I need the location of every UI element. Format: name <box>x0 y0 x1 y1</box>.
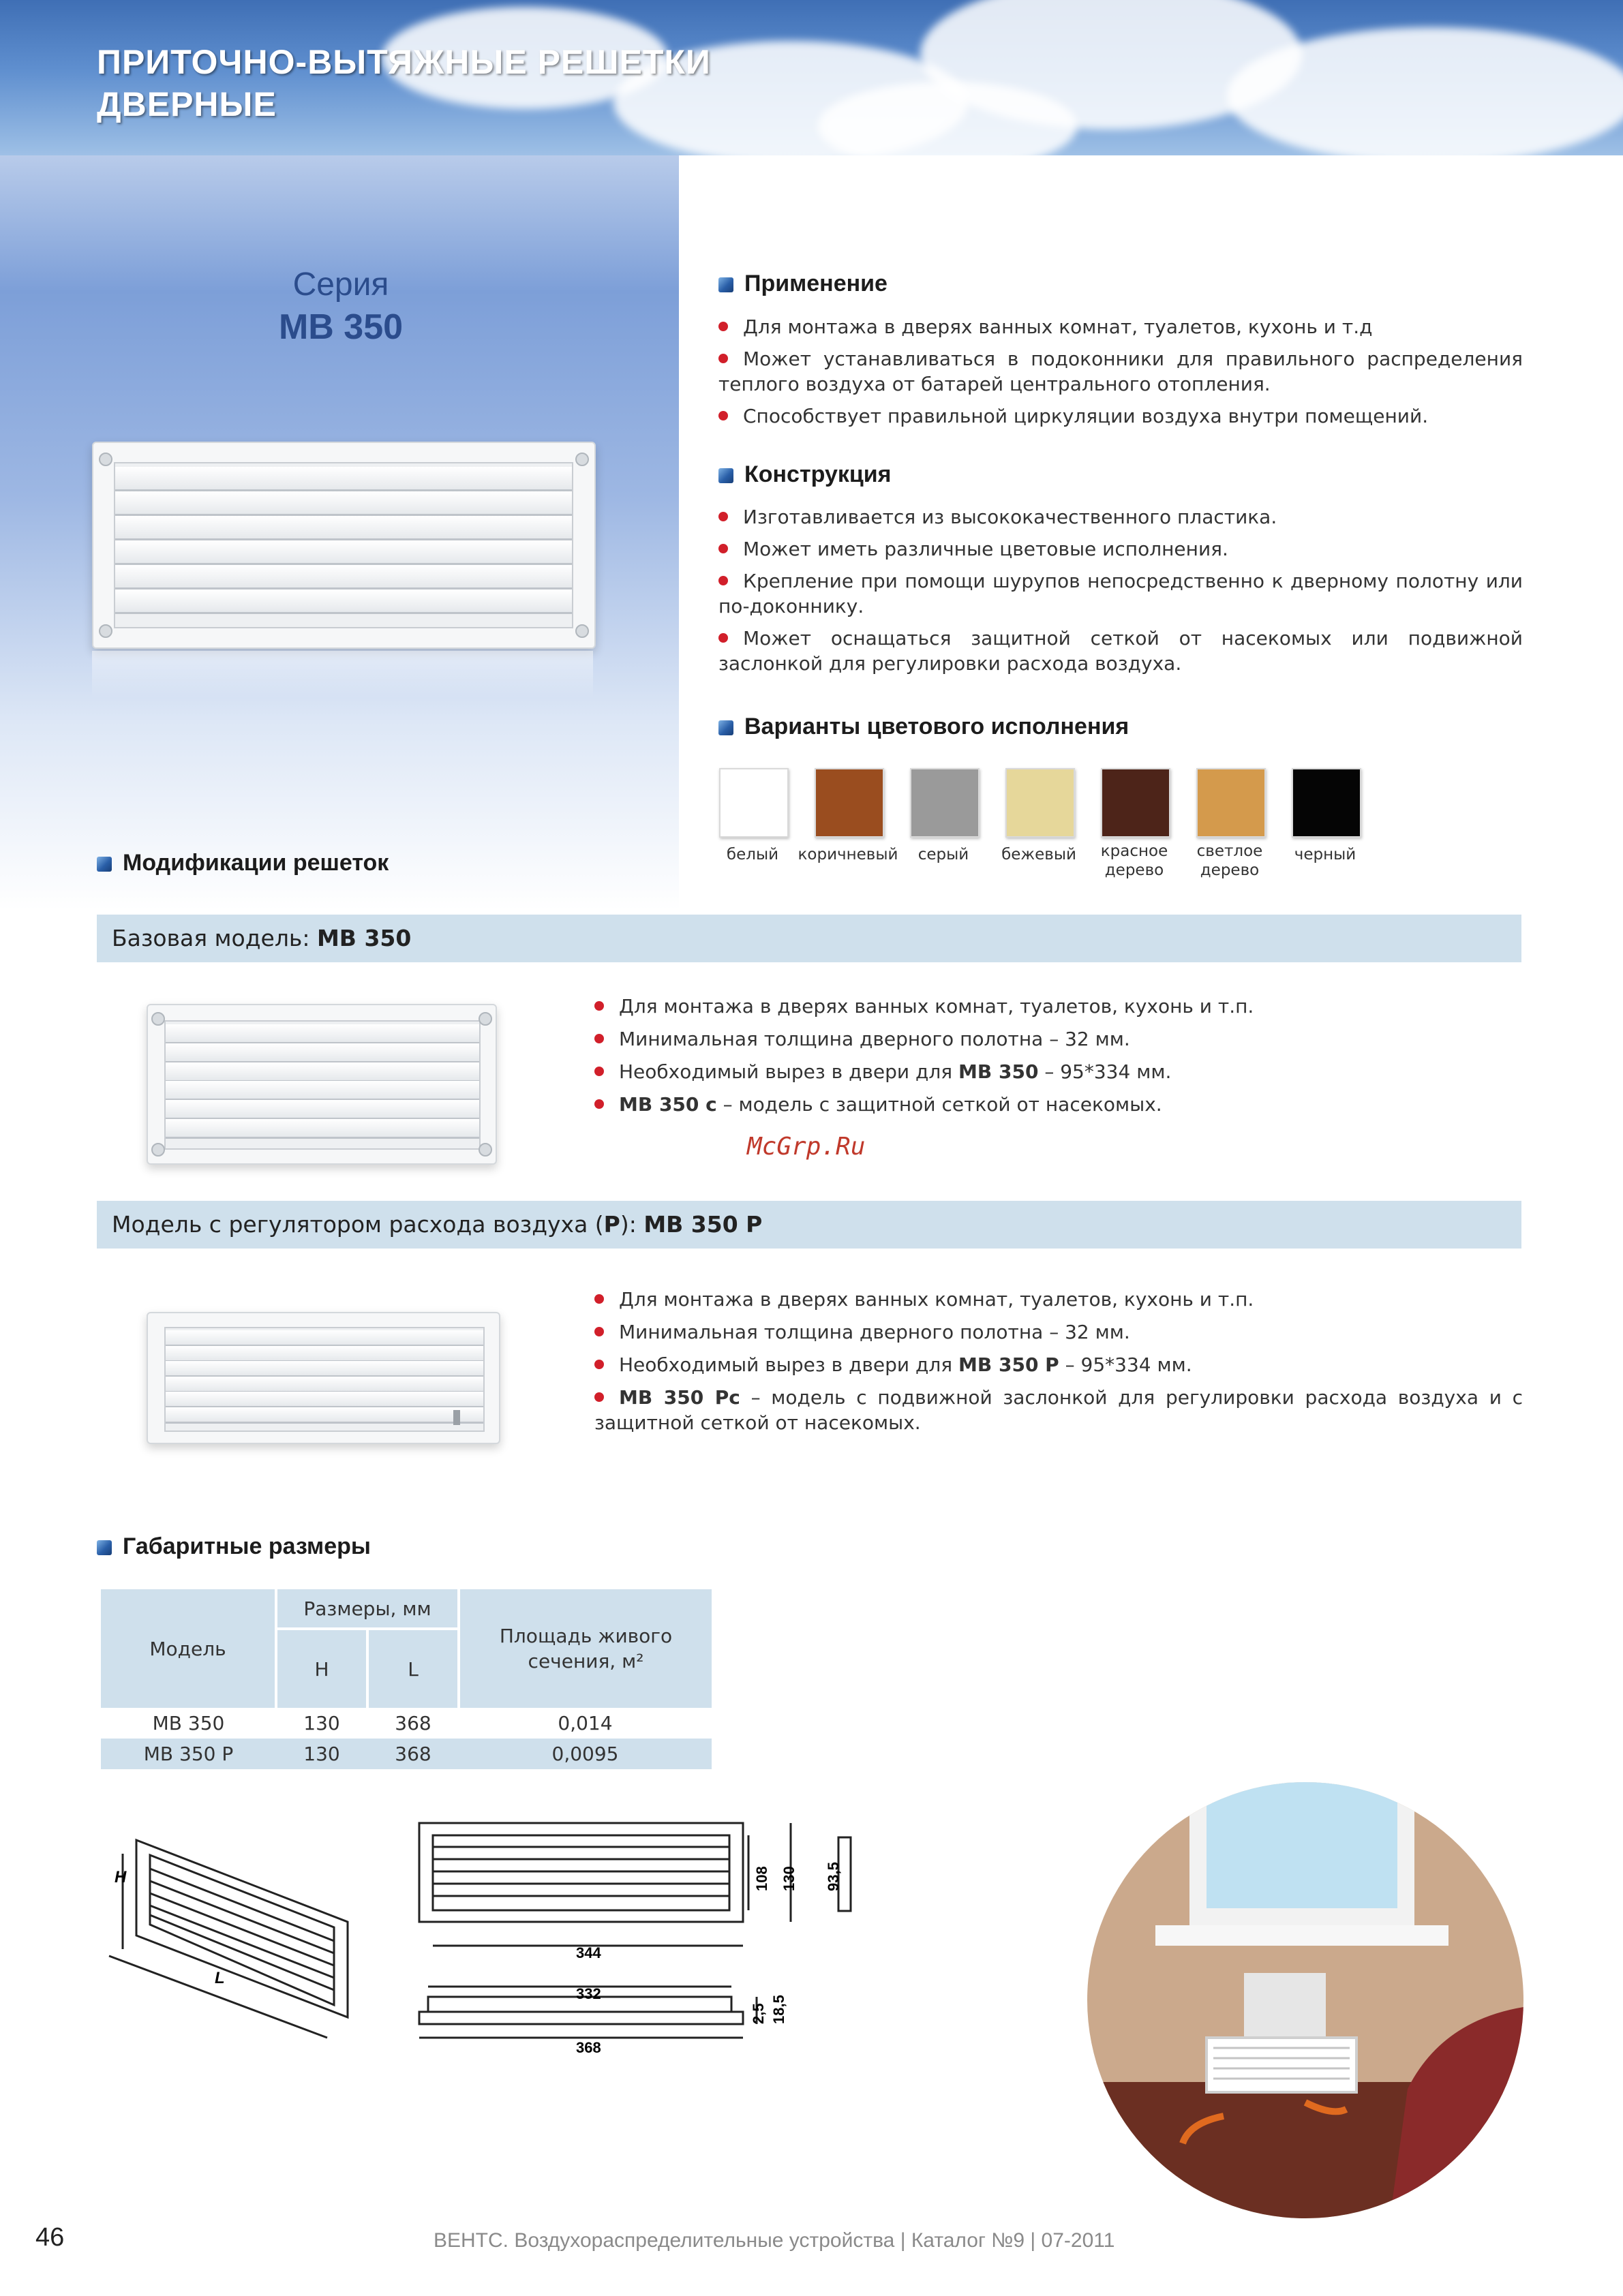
isometric-drawing <box>95 1813 368 2045</box>
bullet-icon <box>718 633 728 643</box>
swatch-label: серый <box>917 846 969 863</box>
footer-text: ВЕНТС. Воздухораспределительные устройства | Каталог №9 | 07-2011 <box>434 2229 1115 2252</box>
page-title <box>97 41 915 125</box>
table-header-l: L <box>367 1629 459 1708</box>
label-h: H <box>115 1868 127 1886</box>
modifications-heading: Модификации решеток <box>97 850 389 876</box>
application-heading: Применение <box>718 271 888 297</box>
regulator-model-bar: Модель с регулятором расхода воздуха (Р): MB 350 Р <box>97 1201 1521 1249</box>
bullet-icon <box>718 576 728 585</box>
table-row: MB 350 130 368 0,014 <box>101 1708 712 1739</box>
table-header-area: Площадь живого сечения, м² <box>499 1625 673 1672</box>
bullet-icon <box>718 411 728 420</box>
section-marker-icon <box>97 857 112 872</box>
swatch-brown <box>815 768 884 838</box>
bullet-icon <box>594 1001 604 1011</box>
colors-heading: Варианты цветового исполнения <box>718 714 1129 740</box>
list-item: Необходимый вырез в двери для MB 350 – 95*334 мм. <box>594 1059 1523 1084</box>
bullet-icon <box>594 1067 604 1076</box>
swatch-label: коричневый <box>798 846 898 863</box>
list-item: Для монтажа в дверях ванных комнат, туалетов, кухонь и т.п. <box>594 1287 1523 1312</box>
front-drawing <box>409 1813 900 2072</box>
list-item: Может оснащаться защитной сеткой от насекомых или подвижной заслонкой для регулировки расхода воздуха. <box>718 627 1523 675</box>
base-model-list <box>594 994 1523 1117</box>
dim-2-5: 2,5 <box>750 2003 767 2024</box>
table-row: MB 350 Р 130 368 0,0095 <box>101 1739 712 1769</box>
application-list <box>718 314 1523 429</box>
table-header-model: Модель <box>101 1589 276 1708</box>
bullet-icon <box>594 1327 604 1336</box>
dim-130: 130 <box>780 1866 798 1891</box>
bullet-icon <box>718 354 728 363</box>
page-title-line1: ПРИТОЧНО-ВЫТЯЖНЫЕ РЕШЕТКИ <box>97 43 711 81</box>
section-marker-icon <box>718 720 733 735</box>
section-marker-icon <box>97 1540 112 1555</box>
dim-93-5: 93,5 <box>825 1862 842 1891</box>
swatch-label: светлое дерево <box>1196 842 1263 879</box>
swatch-red-wood <box>1101 768 1170 838</box>
list-item: Для монтажа в дверях ванных комнат, туалетов, кухонь и т.д <box>718 314 1523 339</box>
swatch-grey <box>910 768 980 838</box>
bullet-icon <box>594 1360 604 1369</box>
list-item: Минимальная толщина дверного полотна – 32 мм. <box>594 1319 1523 1345</box>
label-l: L <box>215 1969 225 1987</box>
regulator-model-list <box>594 1287 1523 1435</box>
product-image-base <box>147 1004 497 1165</box>
list-item: Может иметь различные цветовые исполнения. <box>718 536 1523 562</box>
swatch-label: черный <box>1294 846 1356 863</box>
swatch-beige <box>1005 768 1075 838</box>
list-item: MB 350 с – модель с защитной сеткой от насекомых. <box>594 1092 1523 1117</box>
bullet-icon <box>594 1034 604 1043</box>
list-item: Минимальная толщина дверного полотна – 32 мм. <box>594 1026 1523 1052</box>
dim-344: 344 <box>576 1944 601 1961</box>
table-header-h: H <box>276 1629 367 1708</box>
product-image-main <box>92 442 596 649</box>
table-header-sizes: Размеры, мм <box>276 1589 459 1629</box>
product-reflection <box>92 651 593 699</box>
dim-18-5: 18,5 <box>770 1995 787 2024</box>
section-marker-icon <box>718 468 733 483</box>
series-model: MB 350 <box>278 307 404 347</box>
dim-108: 108 <box>753 1866 770 1891</box>
dim-368: 368 <box>576 2039 601 2056</box>
list-item: Для монтажа в дверях ванных комнат, туалетов, кухонь и т.п. <box>594 994 1523 1019</box>
bullet-icon <box>594 1294 604 1304</box>
bullet-icon <box>718 512 728 521</box>
regulator-lever <box>453 1410 460 1425</box>
section-marker-icon <box>718 277 733 292</box>
page-title-line2: ДВЕРНЫЕ <box>97 85 277 123</box>
series-label: Серия <box>292 266 389 303</box>
swatch-label: красное дерево <box>1100 842 1168 879</box>
swatch-black <box>1292 768 1361 838</box>
bullet-icon <box>718 544 728 553</box>
dim-332: 332 <box>576 1985 601 2002</box>
swatch-light-wood <box>1196 768 1266 838</box>
header-banner <box>0 0 1623 155</box>
dimensions-table <box>101 1589 712 1769</box>
swatch-label: белый <box>726 846 779 863</box>
swatch-label: бежевый <box>1001 846 1076 863</box>
page-number: 46 <box>35 2223 65 2252</box>
list-item: Способствует правильной циркуляции воздуха внутри помещений. <box>718 403 1523 429</box>
swatch-white <box>719 768 789 838</box>
product-image-regulator <box>147 1312 500 1444</box>
list-item: Изготавливается из высококачественного пластика. <box>718 504 1523 530</box>
construction-list <box>718 504 1523 676</box>
watermark: McGrp.Ru <box>747 1133 866 1161</box>
list-item: Необходимый вырез в двери для MB 350 Р – 95*334 мм. <box>594 1352 1523 1377</box>
dimensions-heading: Габаритные размеры <box>97 1533 371 1560</box>
installation-illustration <box>1087 1762 1523 2239</box>
list-item: Может устанавливаться в подоконники для правильного распределения теплого воздуха от батарей центрального отопления. <box>718 348 1523 395</box>
list-item: MB 350 Рс – модель с подвижной заслонкой для регулировки расхода воздуха и с защитной сеткой от насекомых. <box>594 1386 1523 1434</box>
bullet-icon <box>594 1099 604 1109</box>
bullet-icon <box>594 1392 604 1402</box>
base-model-bar: Базовая модель: MB 350 <box>97 915 1521 962</box>
list-item: Крепление при помощи шурупов непосредственно к дверному полотну или по-доконнику. <box>718 570 1523 617</box>
bullet-icon <box>718 322 728 331</box>
construction-heading: Конструкция <box>718 461 892 488</box>
